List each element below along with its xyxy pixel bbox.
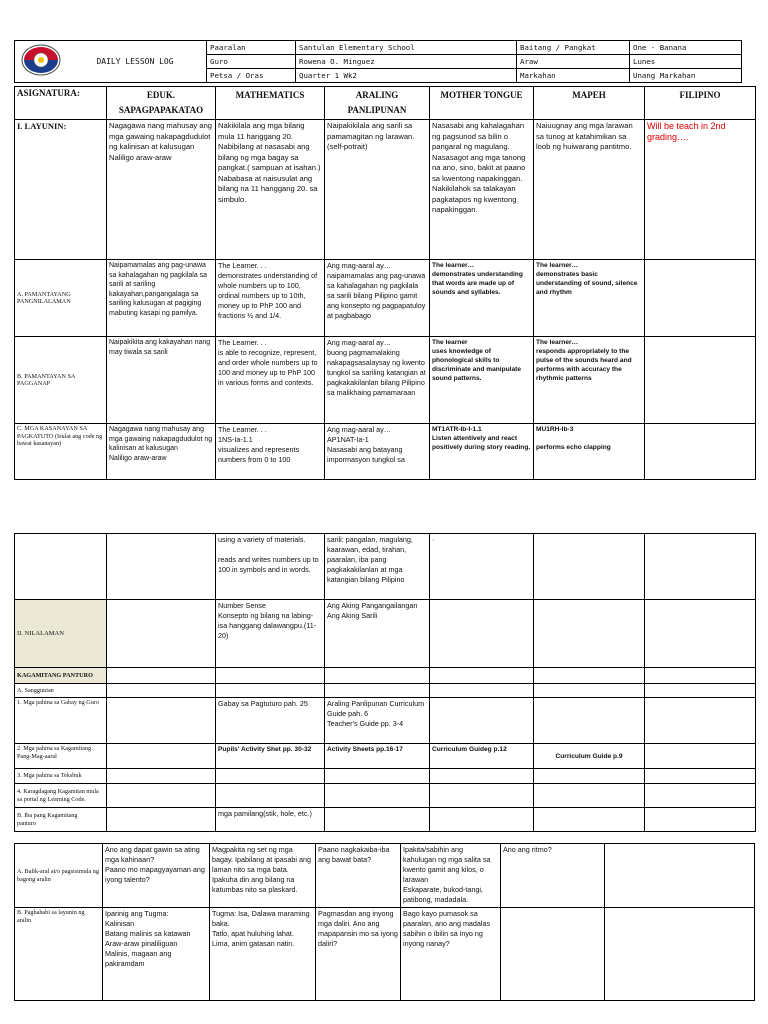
table-cell — [107, 698, 216, 744]
lesson-table-1 — [14, 86, 756, 480]
table-cell: The learner… demonstrates understanding that words are made up of sounds and syllables. — [430, 260, 534, 337]
document-title: DAILY LESSON LOG — [15, 41, 207, 83]
table-cell: Ang mag-aaral ay… naipamamalas ang pag-unawa sa kahalagahan ng pagkilala sa sarili bilang Pilipino gamit ang konsepto ng pagpapatuloy at pagbabago — [325, 260, 430, 337]
table-cell — [645, 534, 756, 600]
row-label: KAGAMITANG PANTURO — [15, 668, 107, 684]
table-cell — [534, 784, 645, 808]
table-cell: sarili: pangalan, magulang, kaarawan, edad, tirahan, paaralan, iba pang pagkakakilanlan at mga katangian bilang Pilipino — [325, 534, 430, 600]
table-cell — [534, 668, 645, 684]
row-label: 3. Mga pahina sa Teksbuk — [15, 769, 107, 784]
header-value: Quarter 1 Wk2 — [296, 69, 517, 83]
header-value: Santulan Elementary School — [296, 41, 517, 55]
table-cell — [645, 744, 756, 769]
table-cell: Will be teach in 2nd grading…. — [645, 120, 756, 260]
table-cell: Ano ang dapat gawin sa ating mga kahinaan? Paano mo mapagyayaman ang iyong talento? — [103, 844, 210, 908]
row-label: B. Iba pang Kagamitang panturo — [15, 808, 107, 832]
row-label: B. PAMANTAYAN SA PAGGANAP — [15, 337, 107, 424]
table-cell: Tugma: Isa, Dalawa maraming baka. Tatlo, apat huluhing lahat. Lima, anim gatasan natin. — [210, 908, 316, 1001]
table-cell: Ang mag-aaral ay… buong pagmamalaking nakapagsasalaysay ng kwento tungkol sa sariling katangian at pagkakakilanlan bilang Pilipino sa malikhaing pamamaraan — [325, 337, 430, 424]
column-header: ASIGNATURA: — [15, 87, 107, 120]
header-value: Lunes — [630, 55, 742, 69]
header-label: Petsa / Oras — [207, 69, 296, 83]
table-cell: Activity Sheets pp.16-17 — [325, 744, 430, 769]
table-cell — [216, 668, 325, 684]
table-cell: Curriculum Guide p.9 — [534, 744, 645, 769]
header-value: Unang Markahan — [630, 69, 742, 83]
table-cell: Pupils' Activity Shet pp. 30-32 — [216, 744, 325, 769]
table-cell — [645, 668, 756, 684]
table-cell — [430, 784, 534, 808]
table-cell: Gabay sa Pagtuturo pah. 25 — [216, 698, 325, 744]
table-cell — [430, 668, 534, 684]
header-label: Paaralan — [207, 41, 296, 55]
table-cell — [107, 769, 216, 784]
column-header: MOTHER TONGUE — [430, 87, 534, 120]
table-cell: The Learner. . . 1NS-Ia-1.1 visualizes and represents numbers from 0 to 100 — [216, 424, 325, 480]
table-cell: The Learner. . . is able to recognize, represent, and order whole numbers up to 100 and money up to PhP 100 in various forms and contexts. — [216, 337, 325, 424]
table-cell: The learner… demonstrates basic understanding of sound, silence and rhythm — [534, 260, 645, 337]
table-cell — [325, 808, 430, 832]
table-cell: Pagmasdan ang inyong mga daliri. Ano ang mapapansin mo sa iyong daliri? — [316, 908, 401, 1001]
header-value: Rowena O. Minguez — [296, 55, 517, 69]
table-cell — [645, 337, 756, 424]
row-label: C. MGA KASANAYAN SA PAGKATUTO (Isulat ang code ng bawat kasanayan) — [15, 424, 107, 480]
row-label: 1. Mga pahina sa Gabay ng Guro — [15, 698, 107, 744]
table-cell: Curriculum Guideg p.12 — [430, 744, 534, 769]
table-cell: The learner… responds appropriately to the pulse of the sounds heard and performs with accuracy the rhythmic patterns — [534, 337, 645, 424]
table-cell — [534, 698, 645, 744]
table-cell — [107, 684, 216, 698]
column-header: EDUK. SAPAGPAPAKATAO — [107, 87, 216, 120]
table-cell — [107, 744, 216, 769]
table-cell: Ipakita/sabihin ang kahulugan ng mga salita sa kwento gamit ang kilos, o larawan Eskaparate, bukod-tangi, patibong, madadala. — [401, 844, 501, 908]
table-cell: Nagagawa nang mahusay ang mga gawaing nakapagdudulot ng kalinisan at kalusugan Naliligo araw-araw — [107, 120, 216, 260]
table-cell — [645, 684, 756, 698]
table-cell — [605, 844, 755, 908]
table-cell — [325, 684, 430, 698]
column-header: ARALING PANLIPUNAN — [325, 87, 430, 120]
table-cell: mga pamilang(stik, hole, etc.) — [216, 808, 325, 832]
row-label: A. Balik-aral at/o pagsisimula ng bagong aralin — [15, 844, 103, 908]
table-cell — [107, 600, 216, 668]
table-cell — [430, 769, 534, 784]
row-label: 2. Mga pahina sa Kagamitang Pang-Mag-aaral — [15, 744, 107, 769]
row-label — [15, 534, 107, 600]
table-cell — [430, 698, 534, 744]
lesson-table-3 — [14, 843, 755, 1001]
table-cell: using a variety of materials. reads and writes numbers up to 100 in symbols and in words. — [216, 534, 325, 600]
table-cell — [605, 908, 755, 1001]
table-cell: Ano ang ritmo? — [501, 844, 605, 908]
table-cell — [325, 668, 430, 684]
table-cell: Naipakikita ang kakayahan nang may tiwala sa sarili — [107, 337, 216, 424]
table-cell: Nasasabi ang kahalagahan ng pagsunod sa bilin o pangaral ng magulang. Nasasagot ang mga tanong na ano, sino, bakit at paano sa kwentong napakinggan. Nakikilahok sa talakayan pagkatapos ng kwentong napakinggan. — [430, 120, 534, 260]
table-cell — [430, 684, 534, 698]
table-cell — [645, 808, 756, 832]
table-cell — [216, 784, 325, 808]
table-cell: Nakikilala ang mga bilang mula 11 hanggang 20. Nabibilang at nasasabi ang bilang ng mga bagay sa pangkat.( sampuan at isahan.) Nababasa at naisusulat ang bilang na 11 hanggang 20. sa simbulo. — [216, 120, 325, 260]
header-label: Araw — [517, 55, 630, 69]
header-label: Markahan — [517, 69, 630, 83]
table-cell: Iparinig ang Tugma: Kalinisan Batang malinis sa katawan Araw-araw pinaliliguan Malinis, magaan ang pakiramdam — [103, 908, 210, 1001]
table-cell — [501, 908, 605, 1001]
table-cell: Naiuugnay ang mga larawan sa tunog at katahimikan sa loob ng huiwarang pantitmo. — [534, 120, 645, 260]
header-value: One - Banana — [630, 41, 742, 55]
table-cell — [430, 808, 534, 832]
table-cell: Paano nagkakaiba-iba ang bawat bata? — [316, 844, 401, 908]
table-cell — [216, 684, 325, 698]
column-header: MATHEMATICS — [216, 87, 325, 120]
row-label: I. LAYUNIN: — [15, 120, 107, 260]
table-cell — [107, 808, 216, 832]
row-label: II. NILALAMAN — [15, 600, 107, 668]
table-cell — [645, 784, 756, 808]
column-header: FILIPINO — [645, 87, 756, 120]
table-cell: MT1ATR-Ib-I-1.1 Listen attentively and react positively during story reading. — [430, 424, 534, 480]
table-cell — [325, 784, 430, 808]
table-cell — [645, 260, 756, 337]
table-cell: Ang mag-aaral ay… AP1NAT-Ia-1 Nasasabi ang batayang impormasyon tungkol sa — [325, 424, 430, 480]
table-cell: Ang Aking Pangangailangan Ang Aking Sarili — [325, 600, 430, 668]
table-cell — [534, 534, 645, 600]
table-cell: · — [430, 534, 534, 600]
table-cell: Araling Panlipunan Curriculum Guide pah. 6 Teacher's Guide pp. 3-4 — [325, 698, 430, 744]
header-label: Baitang / Pangkat — [517, 41, 630, 55]
header-table — [14, 40, 742, 83]
row-label: 4. Karagdagang Kagamitan mula sa portal ng Learning Code. — [15, 784, 107, 808]
table-cell — [534, 808, 645, 832]
row-label: A. PAMANTAYANG PANGNILALAMAN — [15, 260, 107, 337]
table-cell: The learner uses knowledge of phonological skills to discriminate and manipulate sound patterns. — [430, 337, 534, 424]
table-cell: Naipakikilala ang sarili sa pamamagitan ng larawan. (self-potrait) — [325, 120, 430, 260]
lesson-table-2 — [14, 533, 756, 832]
table-cell — [216, 769, 325, 784]
table-cell — [107, 534, 216, 600]
table-cell — [645, 600, 756, 668]
header-label: Guro — [207, 55, 296, 69]
table-cell — [645, 769, 756, 784]
table-cell: MU1RH-Ib-3 performs echo clapping — [534, 424, 645, 480]
table-cell: Magpakita ng set ng mga bagay. Ipabilang at ipasabi ang laman nito sa mga bata. Ipakuha din ang bilang na katumbas nito sa plaskard. — [210, 844, 316, 908]
row-label: A. Sanggunian — [15, 684, 107, 698]
table-cell — [534, 600, 645, 668]
table-cell: Naipamamalas ang pag-unawa sa kahalagahan ng pagkilala sa sarili at sariling kakayahan,pangangalaga sa sariling kalusugan at pagiging mabuting kasapi ng pamilya. — [107, 260, 216, 337]
table-cell — [645, 424, 756, 480]
table-cell — [534, 769, 645, 784]
table-cell — [325, 769, 430, 784]
table-cell: Nagagawa nang mahusay ang mga gawaing nakapagdudulot ng kalinisan at kalusugan Naliligo araw-araw — [107, 424, 216, 480]
table-cell — [534, 684, 645, 698]
table-cell — [107, 668, 216, 684]
table-cell — [645, 698, 756, 744]
table-cell: The Learner. . . demonstrates understanding of whole numbers up to 100, ordinal numbers up to 10th, money up to PhP 100 and fractions ½ and 1/4. — [216, 260, 325, 337]
column-header: MAPEH — [534, 87, 645, 120]
table-cell — [430, 600, 534, 668]
table-cell: Number Sense Konsepto ng bilang na labing-isa hanggang dalawangpu.(11-20) — [216, 600, 325, 668]
table-cell: Bago kayo pumasok sa paaralan, ano ang madalas sabihin o ibilin sa inyo ng inyong nanay? — [401, 908, 501, 1001]
table-cell — [107, 784, 216, 808]
row-label: B. Paghahabi sa layunin ng aralin — [15, 908, 103, 1001]
